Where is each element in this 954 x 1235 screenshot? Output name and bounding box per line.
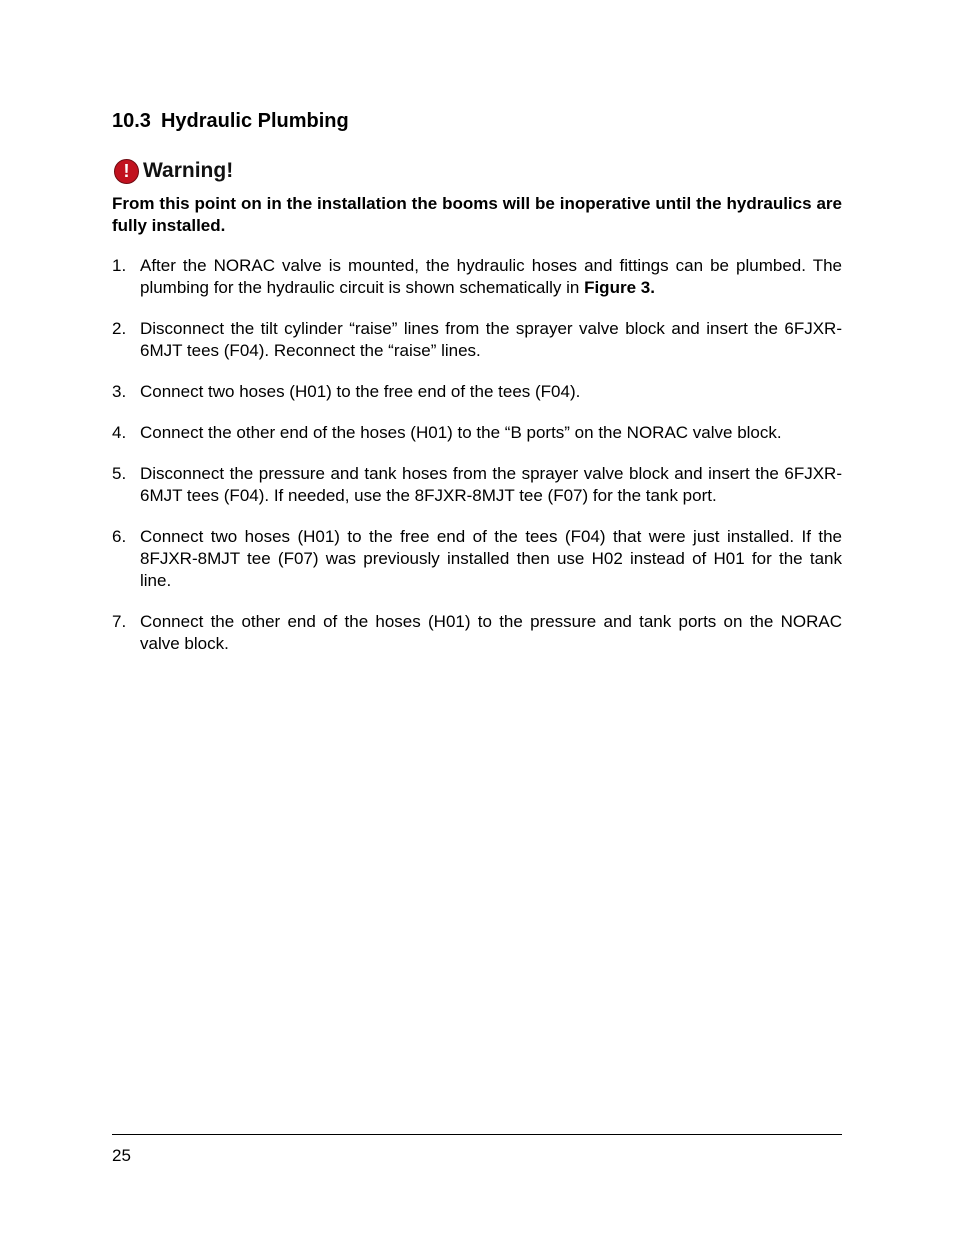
list-item bbox=[112, 611, 842, 655]
step-text bbox=[140, 255, 842, 299]
step-number: 6. bbox=[112, 527, 127, 546]
step-number: 3. bbox=[112, 382, 127, 401]
section-number: 10.3 bbox=[112, 110, 151, 132]
list-item bbox=[112, 422, 842, 444]
list-item bbox=[112, 381, 842, 403]
section-title-text: Hydraulic Plumbing bbox=[160, 110, 349, 132]
step-text: Disconnect the tilt cylinder “raise” lines from the sprayer valve block and insert the 6FJXR-6MJT tees (F04). Reconnect the “raise” lines. bbox=[140, 319, 842, 360]
warning-header bbox=[114, 158, 233, 184]
list-item bbox=[112, 526, 842, 592]
step-number: 4. bbox=[112, 423, 127, 442]
footer-divider bbox=[112, 1134, 842, 1135]
step-text: Connect the other end of the hoses (H01) to the “B ports” on the NORAC valve block. bbox=[140, 423, 782, 442]
warning-text: From this point on in the installation the booms will be inoperative until the hydraulics are fully installed. bbox=[112, 194, 842, 235]
list-item bbox=[112, 255, 842, 299]
step-number: 7. bbox=[112, 612, 127, 631]
step-number: 2. bbox=[112, 319, 127, 338]
instruction-list bbox=[112, 255, 842, 674]
list-item bbox=[112, 318, 842, 362]
step-text: Disconnect the pressure and tank hoses from the sprayer valve block and insert the 6FJXR-6MJT tees (F04). If needed, use the 8FJXR-8MJT tee (F07) for the tank port. bbox=[140, 464, 842, 505]
exclamation-circle-icon: ! bbox=[114, 159, 139, 184]
warning-label: Warning! bbox=[143, 159, 234, 182]
page-number: 25 bbox=[112, 1146, 131, 1165]
step-text: Connect the other end of the hoses (H01) to the pressure and tank ports on the NORAC valve block. bbox=[140, 612, 842, 653]
step-text: Connect two hoses (H01) to the free end of the tees (F04). bbox=[140, 382, 581, 401]
section-title bbox=[112, 110, 349, 133]
figure-reference: Figure 3. bbox=[584, 278, 655, 297]
step-text: Connect two hoses (H01) to the free end of the tees (F04) that were just installed. If the 8FJXR-8MJT tee (F07) was previously installed then use H02 instead of H01 for the tank line. bbox=[140, 527, 842, 590]
step-number: 5. bbox=[112, 464, 127, 483]
step-text-body: After the NORAC valve is mounted, the hydraulic hoses and fittings can be plumbed. The plumbing for the hydraulic circuit is shown schematically in bbox=[140, 256, 842, 297]
list-item bbox=[112, 463, 842, 507]
step-number: 1. bbox=[112, 256, 127, 275]
